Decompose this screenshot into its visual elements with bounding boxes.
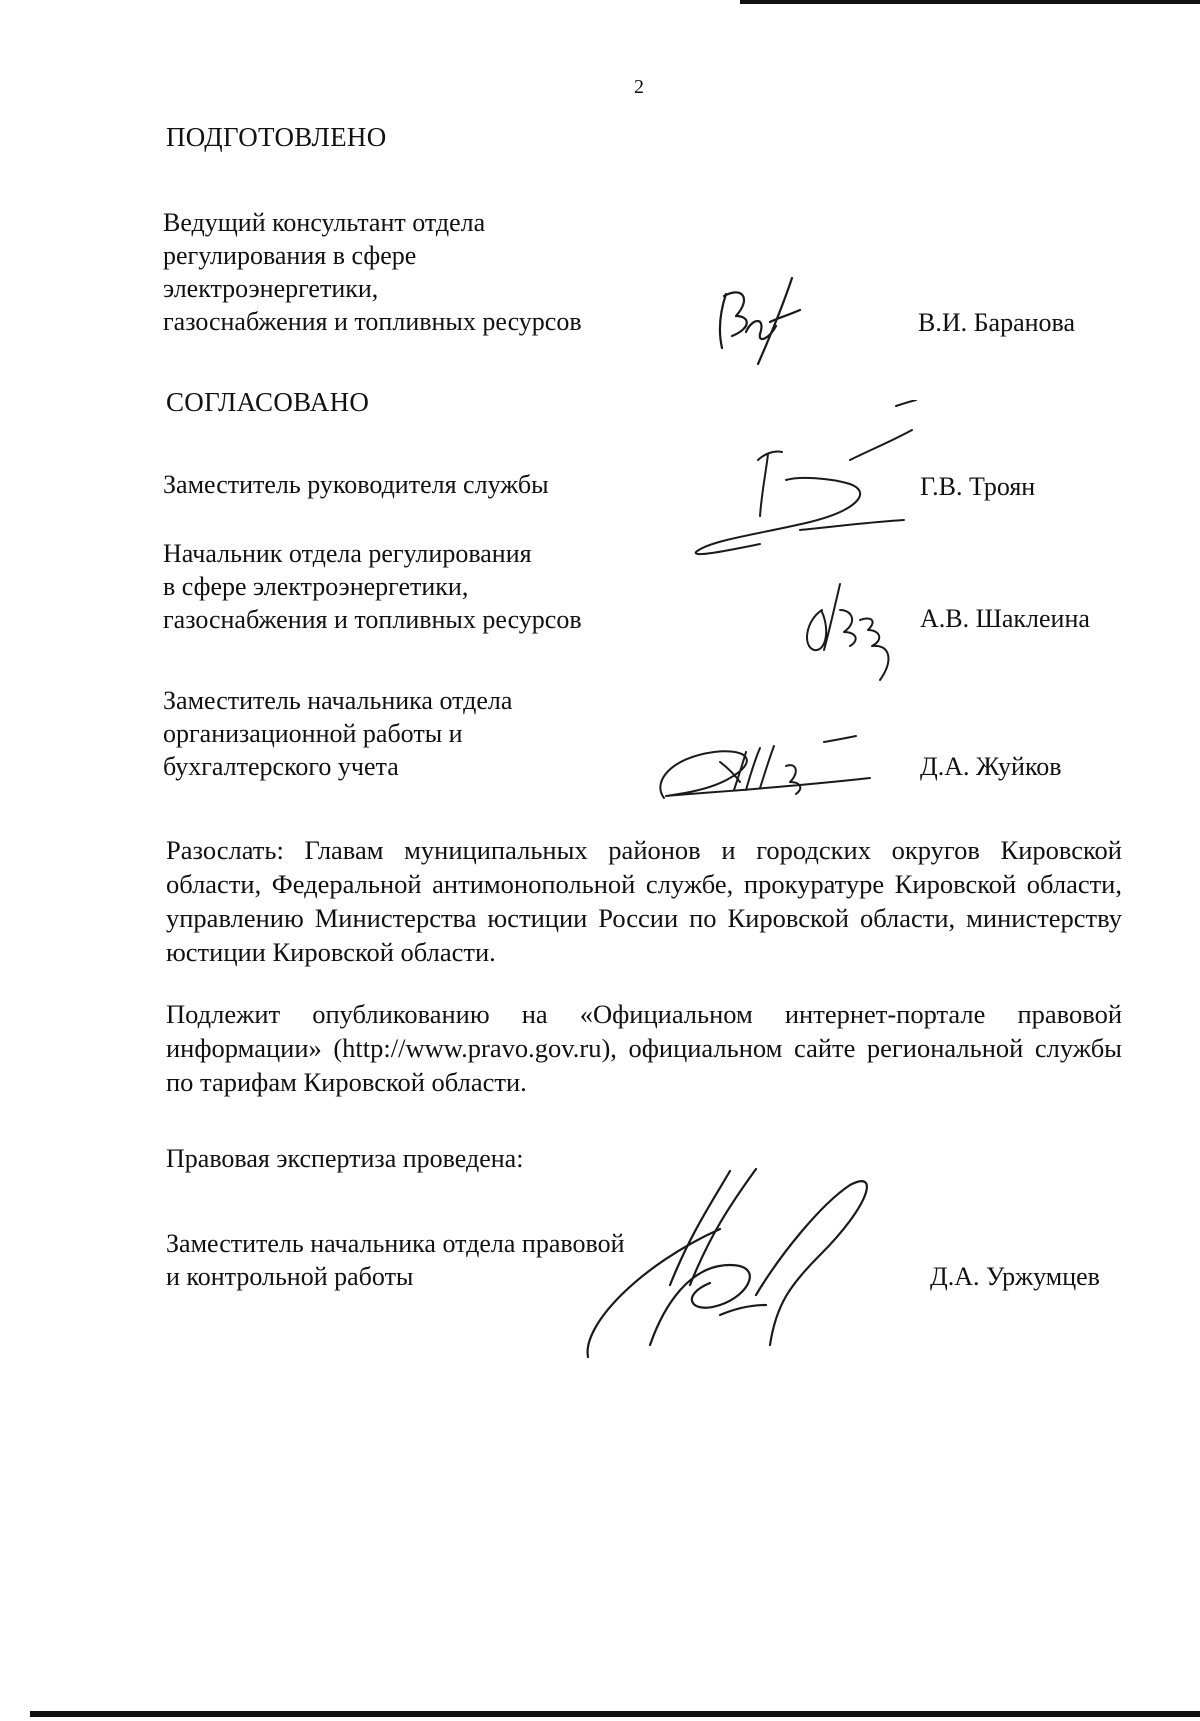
- position-line: бухгалтерского учета: [163, 752, 399, 781]
- position-line: газоснабжения и топливных ресурсов: [163, 307, 582, 336]
- name-shakleina: А.В. Шаклеина: [920, 604, 1090, 633]
- name-troyan: Г.В. Троян: [920, 472, 1036, 501]
- position-line: и контрольной работы: [166, 1262, 414, 1291]
- position-line: Заместитель руководителя службы: [163, 470, 549, 499]
- legal-review-position: [166, 1227, 624, 1293]
- signature-shakleina: [800, 580, 910, 690]
- position-line: Заместитель начальника отдела: [163, 686, 513, 715]
- position-line: организационной работы и: [163, 719, 463, 748]
- distribution-paragraph: Разослать: Главам муниципальных районов и городских округов Кировской области, Федеральной антимонопольной службе, прокуратуре Кировской области, управлению Министерства юстиции России по Кировской области, министерству юстиции Кировской области.: [166, 835, 1122, 967]
- scan-edge-bottom: [30, 1711, 1200, 1717]
- name-zhuikov: Д.А. Жуйков: [920, 752, 1062, 781]
- position-line: Заместитель начальника отдела правовой: [166, 1229, 625, 1258]
- prepared-heading: ПОДГОТОВЛЕНО: [166, 122, 387, 152]
- agreed-heading: СОГЛАСОВАНО: [166, 387, 370, 417]
- signature-zhuikov: [650, 722, 900, 812]
- name-baranova: В.И. Баранова: [918, 308, 1076, 337]
- scan-edge-top: [740, 0, 1200, 4]
- signature-troyan: [690, 400, 930, 570]
- signatory-3-position: [163, 684, 512, 783]
- position-line: газоснабжения и топливных ресурсов: [163, 605, 582, 634]
- signatory-2-position: [163, 537, 582, 636]
- page-number: 2: [634, 76, 644, 98]
- signatory-1-position: [163, 468, 549, 501]
- position-line: в сфере электроэнергетики,: [163, 572, 469, 601]
- signature-urzhumtsev: [580, 1165, 910, 1365]
- position-line: электроэнергетики,: [163, 274, 379, 303]
- prepared-position: [163, 206, 582, 338]
- name-urzhumtsev: Д.А. Уржумцев: [930, 1262, 1100, 1291]
- publication-paragraph: Подлежит опубликованию на «Официальном интернет-портале правовой информации» (http://www.pravo.gov.ru), официальном сайте региональной службы по тарифам Кировской области.: [166, 999, 1122, 1097]
- legal-review-heading: Правовая экспертиза проведена:: [166, 1144, 524, 1173]
- position-line: Начальник отдела регулирования: [163, 539, 532, 568]
- signature-baranova: [712, 272, 832, 372]
- position-line: Ведущий консультант отдела: [163, 208, 486, 237]
- position-line: регулирования в сфере: [163, 241, 417, 270]
